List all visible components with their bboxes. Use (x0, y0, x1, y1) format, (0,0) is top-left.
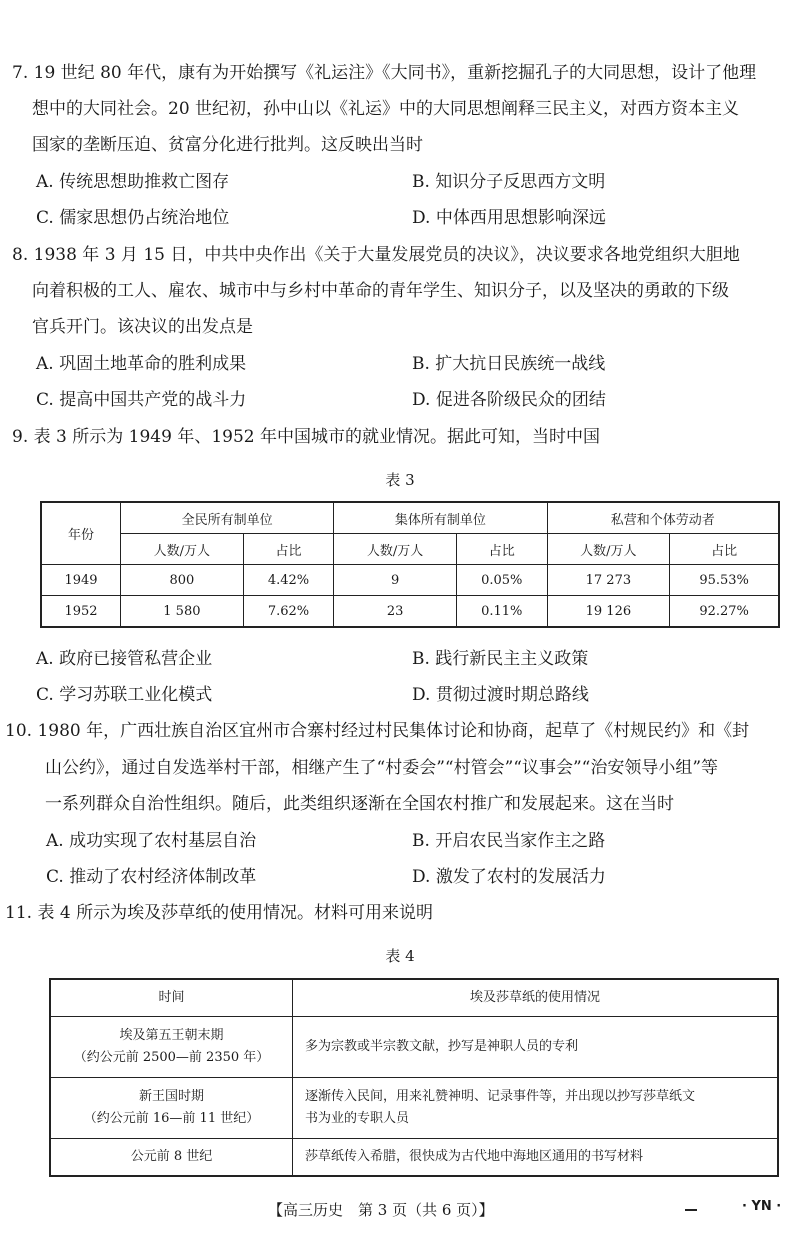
q10-line-1: 10. 1980 年，广西壮族自治区宜州市合寨村经过村民集体讨论和协商，起草了《村规民约》和《封 (5, 721, 750, 741)
table-cell (293, 1017, 779, 1078)
table-4-header-time: 时间 (50, 979, 293, 1017)
region-code: · YN · (742, 1199, 782, 1214)
table-cell: 95.53% (670, 565, 779, 596)
table-3-subheader-row (41, 534, 779, 565)
table-cell: 1952 (41, 596, 121, 628)
table-row (50, 1078, 778, 1139)
table-4-header-usage: 埃及莎草纸的使用情况 (293, 979, 779, 1017)
q8-option-d[interactable]: D. 促进各阶级民众的团结 (412, 390, 606, 410)
time-line: 公元前 8 世纪 (130, 1149, 213, 1164)
time-line: （约公元前 2500—前 2350 年） (73, 1050, 270, 1065)
q7-line-2: 想中的大同社会。20 世纪初，孙中山以《礼运》中的大同思想阐释三民主义，对西方资本主义 (32, 99, 740, 119)
table-cell (293, 1139, 779, 1177)
table-cell (50, 1139, 293, 1177)
q10-option-d[interactable]: D. 激发了农村的发展活力 (412, 867, 606, 887)
table-cell (293, 1078, 779, 1139)
table-row (50, 1017, 778, 1078)
table-3-subheader: 人数/万人 (547, 534, 670, 565)
q8-line-2: 向着积极的工人、雇农、城市中与乡村中革命的青年学生、知识分子，以及坚决的勇敢的下级 (32, 281, 729, 301)
table-3-group-header: 全民所有制单位 (121, 502, 334, 534)
q8-line-3: 官兵开门。该决议的出发点是 (32, 317, 253, 337)
table-row (50, 1139, 778, 1177)
table-3 (40, 501, 780, 628)
usage-line: 书为业的专职人员 (305, 1111, 410, 1126)
table-cell: 1949 (41, 565, 121, 596)
table-3-subheader: 占比 (670, 534, 779, 565)
table-3-subheader: 人数/万人 (334, 534, 457, 565)
table-3-caption: 表 3 (385, 471, 415, 489)
q7-option-b[interactable]: B. 知识分子反思西方文明 (412, 172, 606, 192)
q10-option-b[interactable]: B. 开启农民当家作主之路 (412, 831, 606, 851)
table-3-group-header: 集体所有制单位 (334, 502, 547, 534)
q7-option-d[interactable]: D. 中体西用思想影响深远 (412, 208, 606, 228)
table-cell: 0.05% (457, 565, 548, 596)
q7-line-1: 7. 19 世纪 80 年代，康有为开始撰写《礼运注》《大同书》，重新挖掘孔子的大同思想，设计了他理 (12, 63, 757, 83)
table-cell: 4.42% (243, 565, 334, 596)
q10-line-2: 山公约》，通过自发选举村干部，相继产生了“村委会”“村管会”“议事会”“治安领导小组”等 (45, 758, 719, 778)
table-cell: 0.11% (457, 596, 548, 628)
q10-option-c[interactable]: C. 推动了农村经济体制改革 (46, 867, 257, 887)
q8-option-a[interactable]: A. 巩固土地革命的胜利成果 (36, 354, 247, 374)
usage-line: 逐渐传入民间，用来礼赞神明、记录事件等，并出现以抄写莎草纸文 (305, 1089, 696, 1104)
q9-option-c[interactable]: C. 学习苏联工业化模式 (36, 685, 213, 705)
q9-option-b[interactable]: B. 践行新民主主义政策 (412, 649, 589, 669)
table-row (41, 596, 779, 628)
table-cell: 800 (121, 565, 244, 596)
table-4 (49, 978, 779, 1177)
page-number: 【高三历史 第 3 页（共 6 页）】 (268, 1201, 494, 1219)
table-3-subheader: 占比 (457, 534, 548, 565)
table-4-header-row (50, 979, 778, 1017)
q7-line-3: 国家的垄断压迫、贫富分化进行批判。这反映出当时 (32, 135, 423, 155)
table-3-header-row (41, 502, 779, 534)
q10-option-a[interactable]: A. 成功实现了农村基层自治 (46, 831, 257, 851)
q9-option-a[interactable]: A. 政府已接管私营企业 (36, 649, 213, 669)
table-cell: 92.27% (670, 596, 779, 628)
time-line: 新王国时期 (138, 1089, 204, 1104)
q8-option-c[interactable]: C. 提高中国共产党的战斗力 (36, 390, 247, 410)
table-cell: 7.62% (243, 596, 334, 628)
table-cell: 17 273 (547, 565, 670, 596)
q9-option-d[interactable]: D. 贯彻过渡时期总路线 (412, 685, 589, 705)
table-3-group-header: 私营和个体劳动者 (547, 502, 779, 534)
q8-line-1: 8. 1938 年 3 月 15 日，中共中央作出《关于大量发展党员的决议》，决议要求各地党组织大胆地 (12, 245, 740, 265)
table-cell: 23 (334, 596, 457, 628)
usage-line: 多为宗教或半宗教文献，抄写是神职人员的专利 (305, 1039, 579, 1054)
usage-line: 莎草纸传入希腊，很快成为古代地中海地区通用的书写材料 (305, 1149, 644, 1164)
table-cell: 9 (334, 565, 457, 596)
time-line: （约公元前 16—前 11 世纪） (83, 1111, 260, 1126)
table-cell: 1 580 (121, 596, 244, 628)
q11-line-1: 11. 表 4 所示为埃及莎草纸的使用情况。材料可用来说明 (5, 903, 434, 923)
table-3-subheader: 占比 (243, 534, 334, 565)
q7-option-a[interactable]: A. 传统思想助推救亡图存 (36, 172, 230, 192)
table-cell (50, 1078, 293, 1139)
table-4-caption: 表 4 (385, 947, 415, 965)
table-cell: 19 126 (547, 596, 670, 628)
q9-line-1: 9. 表 3 所示为 1949 年、1952 年中国城市的就业情况。据此可知，当时中国 (12, 427, 600, 447)
table-3-subheader: 人数/万人 (121, 534, 244, 565)
footer-dash (685, 1209, 697, 1211)
table-cell (50, 1017, 293, 1078)
q7-option-c[interactable]: C. 儒家思想仍占统治地位 (36, 208, 230, 228)
q10-line-3: 一系列群众自治性组织。随后，此类组织逐渐在全国农村推广和发展起来。这在当时 (45, 794, 674, 814)
table-3-year-header: 年份 (41, 502, 121, 565)
q8-option-b[interactable]: B. 扩大抗日民族统一战线 (412, 354, 606, 374)
table-row (41, 565, 779, 596)
time-line: 埃及第五王朝末期 (119, 1028, 224, 1043)
